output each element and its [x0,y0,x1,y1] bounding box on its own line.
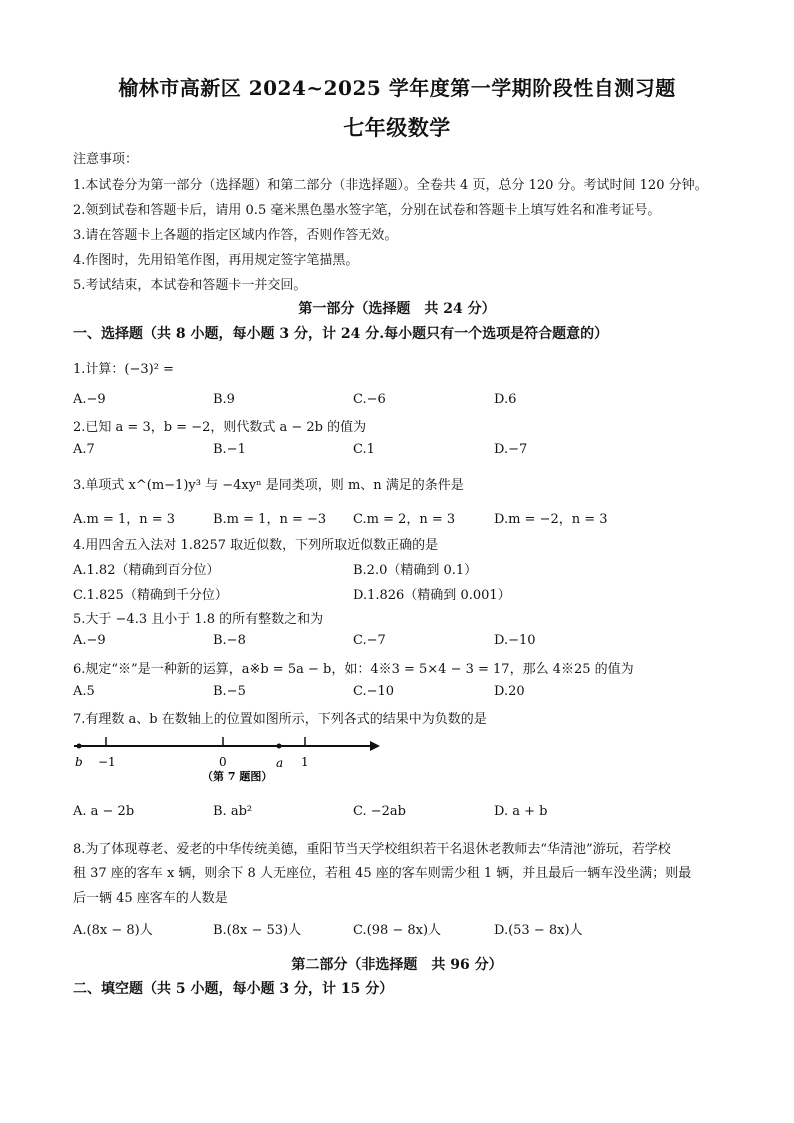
note-item: 4.作图时，先用铅笔作图，再用规定签字笔描黑。 [73,253,359,268]
q1-option-b[interactable]: B.9 [213,392,235,407]
q2-option-c[interactable]: C.1 [353,442,375,457]
q7-option-b[interactable]: B. ab² [213,804,253,819]
question-7-stem: 7.有理数 a、b 在数轴上的位置如图所示，下列各式的结果中为负数的是 [73,712,487,727]
q1-option-a[interactable]: A.−9 [73,392,106,407]
q2-option-a[interactable]: A.7 [73,442,95,457]
question-4-stem: 4.用四舍五入法对 1.8257 取近似数，下列所取近似数正确的是 [73,538,439,553]
q5-option-c[interactable]: C.−7 [353,633,386,648]
q3-option-d[interactable]: D.m = −2，n = 3 [494,512,608,527]
label-1: 1 [301,755,309,769]
q8-option-a[interactable]: A.(8x − 8)人 [73,923,153,938]
q1-option-d[interactable]: D.6 [494,392,517,407]
label-a: a [276,756,284,770]
q6-option-b[interactable]: B.−5 [213,684,246,699]
label-0: 0 [219,755,227,769]
q8-option-d[interactable]: D.(53 − 8x)人 [494,923,583,938]
q7-option-a[interactable]: A. a − 2b [73,804,135,819]
section2-heading: 二、填空题（共 5 小题，每小题 3 分，计 15 分） [73,981,394,997]
part1-title: 第一部分（选择题 共 24 分） [298,301,496,317]
q5-option-a[interactable]: A.−9 [73,633,106,648]
note-item: 2.领到试卷和答题卡后，请用 0.5 毫米黑色墨水签字笔，分别在试卷和答题卡上填写姓名和准考证号。 [73,203,661,218]
q5-option-b[interactable]: B.−8 [213,633,246,648]
notes-heading: 注意事项： [73,152,139,167]
question-8-stem-line: 后一辆 45 座客车的人数是 [73,891,228,906]
q4-option-d[interactable]: D.1.826（精确到 0.001） [353,588,511,603]
question-3-stem: 3.单项式 x^(m−1)y³ 与 −4xyⁿ 是同类项，则 m、n 满足的条件是 [73,478,464,493]
question-5-stem: 5.大于 −4.3 且小于 1.8 的所有整数之和为 [73,612,324,627]
point-a [277,744,282,749]
note-item: 1.本试卷分为第一部分（选择题）和第二部分（非选择题）。全卷共 4 页，总分 120 分。考试时间 120 分钟。 [73,178,708,193]
exam-title: 榆林市高新区 2024~2025 学年度第一学期阶段性自测习题 [118,76,676,100]
section1-heading: 一、选择题（共 8 小题，每小题 3 分，计 24 分.每小题只有一个选项是符合题意的） [73,326,609,342]
figure-caption: （第 7 题图） [202,770,273,783]
q5-option-d[interactable]: D.−10 [494,633,536,648]
q2-option-b[interactable]: B.−1 [213,442,246,457]
q3-option-c[interactable]: C.m = 2，n = 3 [353,512,456,527]
q6-option-d[interactable]: D.20 [494,684,525,699]
exam-subtitle: 七年级数学 [343,115,451,140]
q3-option-a[interactable]: A.m = 1，n = 3 [73,512,176,527]
q4-option-a[interactable]: A.1.82（精确到百分位） [73,563,220,578]
arrow-head-icon [370,741,380,751]
label-b: b [75,755,83,769]
label-neg-1: −1 [98,755,116,769]
q1-option-c[interactable]: C.−6 [353,392,386,407]
number-line-figure [74,730,394,790]
note-item: 5.考试结束，本试卷和答题卡一并交回。 [73,278,307,293]
q6-option-c[interactable]: C.−10 [353,684,395,699]
q8-option-b[interactable]: B.(8x − 53)人 [213,923,302,938]
question-6-stem: 6.规定“※”是一种新的运算，a※b = 5a − b，如：4※3 = 5×4 − 3 = 17，那么 4※25 的值为 [73,662,634,677]
question-1-stem: 1.计算：(−3)² = [73,362,174,377]
q8-option-c[interactable]: C.(98 − 8x)人 [353,923,442,938]
question-8-stem-line: 8.为了体现尊老、爱老的中华传统美德，重阳节当天学校组织若干名退休老教师去“华清池”游玩，若学校 [73,842,671,857]
point-b [77,744,82,749]
q4-option-b[interactable]: B.2.0（精确到 0.1） [353,563,478,578]
note-item: 3.请在答题卡上各题的指定区域内作答，否则作答无效。 [73,228,398,243]
q7-option-c[interactable]: C. −2ab [353,804,406,819]
part2-title: 第二部分（非选择题 共 96 分） [291,957,503,973]
q7-option-d[interactable]: D. a + b [494,804,548,819]
q6-option-a[interactable]: A.5 [73,684,95,699]
question-8-stem-line: 租 37 座的客车 x 辆，则余下 8 人无座位，若租 45 座的客车则需少租 1 辆，并且最后一辆车没坐满；则最 [73,866,692,881]
q3-option-b[interactable]: B.m = 1，n = −3 [213,512,327,527]
q2-option-d[interactable]: D.−7 [494,442,528,457]
question-2-stem: 2.已知 a = 3，b = −2，则代数式 a − 2b 的值为 [73,420,367,435]
q4-option-c[interactable]: C.1.825（精确到千分位） [73,588,228,603]
